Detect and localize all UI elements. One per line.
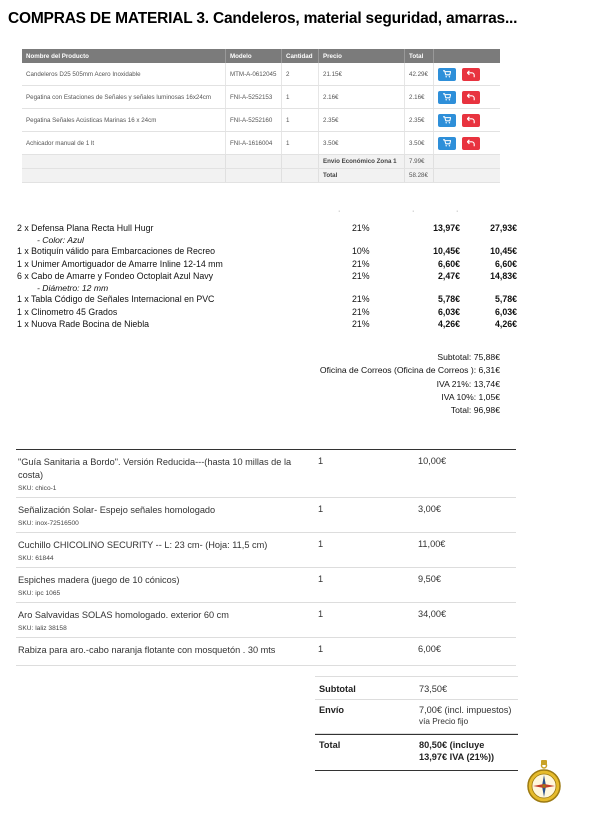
line-total: 6,60€	[494, 258, 517, 269]
cart-header-row	[22, 49, 500, 63]
total-value: 58.28€	[405, 169, 434, 183]
item-name: Cuchillo CHICOLINO SECURITY -- L: 23 cm- (Hoja: 11,5 cm)	[18, 540, 268, 550]
product-price: 2.16€	[319, 86, 405, 109]
invoice-line	[17, 270, 517, 283]
undo-arrow-icon	[467, 139, 475, 147]
product-price: 21.15€	[319, 63, 405, 86]
product-name: Achicador manual de 1 lt	[22, 132, 226, 155]
total-label: Total	[319, 169, 405, 183]
shipping-row	[315, 700, 518, 734]
line-tax: 21%	[352, 223, 370, 233]
product-price: 3.50€	[319, 132, 405, 155]
update-cart-button[interactable]	[438, 68, 456, 81]
column-header-product: Nombre del Producto	[22, 49, 226, 63]
order-item	[16, 533, 516, 568]
product-name: Candeleros D25 505mm Acero Inoxidable	[22, 63, 226, 86]
shopping-cart-icon	[443, 93, 451, 101]
line-total: 27,93€	[490, 223, 517, 233]
product-model: FNI-A-5252160	[226, 109, 282, 132]
shipping-value: 7,00€ (incl. impuestos)	[419, 705, 512, 715]
row-actions	[434, 63, 501, 86]
invoice-iva-21: IVA 21%: 13,74€	[436, 378, 500, 389]
remove-item-button[interactable]	[462, 91, 480, 104]
order-item	[16, 450, 516, 498]
order-summary	[16, 449, 516, 666]
item-name: Espiches madera (juego de 10 cónicos)	[18, 575, 180, 585]
shopping-cart-icon	[443, 116, 451, 124]
invoice-line	[17, 293, 517, 306]
item-name: "Guía Sanitaria a Bordo". Versión Reducida---(hasta 10 millas de la costa)	[18, 457, 292, 480]
subtotal-row	[315, 676, 518, 700]
line-unit-price: 2,47€	[437, 271, 460, 281]
line-tax: 21%	[352, 294, 370, 304]
order-item	[16, 603, 516, 638]
line-unit-price: 13,97€	[433, 223, 460, 233]
item-quantity: 1	[318, 574, 324, 584]
update-cart-button[interactable]	[438, 137, 456, 150]
page-title: COMPRAS DE MATERIAL 3. Candeleros, material seguridad, amarras...	[8, 10, 518, 27]
line-unit-price: 10,45€	[433, 246, 460, 256]
product-total: 3.50€	[405, 132, 434, 155]
item-price: 6,00€	[418, 644, 441, 654]
line-unit-price: 6,60€	[437, 258, 460, 269]
total-label: Total	[319, 740, 341, 750]
item-sku: SKU: ipc 1065	[18, 590, 61, 597]
line-total: 10,45€	[490, 246, 517, 256]
product-total: 2.35€	[405, 109, 434, 132]
line-tax: 21%	[352, 258, 370, 269]
line-unit-price: 4,26€	[437, 319, 460, 329]
line-option: - Color: Azul	[37, 234, 84, 245]
remove-item-button[interactable]	[462, 137, 480, 150]
invoice-total: Total: 96,98€	[450, 405, 500, 416]
line-tax: 21%	[352, 306, 370, 317]
total-row	[22, 169, 500, 183]
item-price: 3,00€	[418, 504, 441, 514]
line-description: 1 x Clinometro 45 Grados	[17, 306, 118, 317]
order-item	[16, 638, 516, 666]
cropped-marker: ·	[456, 208, 459, 215]
order-totals	[315, 676, 518, 771]
item-name: Aro Salvavidas SOLAS homologado. exterior 60 cm	[18, 610, 229, 620]
column-header-model: Modelo	[226, 49, 282, 63]
product-quantity: 1	[282, 132, 319, 155]
product-name: Pegatina con Estaciones de Señales y señales luminosas 16x24cm	[22, 86, 226, 109]
invoice-shipping: Oficina de Correos (Oficina de Correos ): 6,31€	[319, 365, 500, 376]
subtotal-value: 73,50€	[419, 684, 448, 694]
column-header-total: Total	[405, 49, 434, 63]
table-row	[22, 132, 500, 155]
cropped-marker: ·	[412, 208, 415, 215]
undo-arrow-icon	[467, 70, 475, 78]
item-price: 11,00€	[418, 539, 446, 549]
item-price: 10,00€	[418, 456, 447, 466]
shopping-cart-icon	[443, 139, 451, 147]
line-description: 1 x Botiquín válido para Embarcaciones de Recreo	[17, 246, 216, 256]
line-unit-price: 6,03€	[437, 306, 460, 317]
item-sku: SKU: chico-1	[18, 485, 57, 492]
row-actions	[434, 132, 501, 155]
line-tax: 21%	[352, 271, 370, 281]
item-sku: SKU: inox-72516500	[18, 520, 79, 527]
cart-table	[22, 49, 500, 183]
line-description: 2 x Defensa Plana Recta Hull Hugr	[17, 223, 154, 233]
invoice-line	[17, 222, 517, 235]
product-model: MTM-A-0612045	[226, 63, 282, 86]
table-row	[22, 86, 500, 109]
line-total: 5,78€	[494, 294, 517, 304]
line-total: 6,03€	[494, 306, 517, 317]
item-name: Señalización Solar- Espejo señales homologado	[18, 505, 216, 515]
subtotal-label: Subtotal	[319, 684, 356, 694]
product-name: Pegatina Señales Acústicas Marinas 16 x 24cm	[22, 109, 226, 132]
line-total: 14,83€	[490, 271, 517, 281]
shipping-value: 7.99€	[405, 155, 434, 169]
line-description: 1 x Nuova Rade Bocina de Niebla	[17, 319, 150, 329]
item-name: Rabiza para aro.-cabo naranja flotante con mosquetón . 30 mts	[18, 645, 276, 655]
shopping-cart-icon	[443, 70, 451, 78]
invoice-subtotal: Subtotal: 75,88€	[437, 352, 500, 362]
product-price: 2.35€	[319, 109, 405, 132]
order-item	[16, 568, 516, 603]
item-price: 9,50€	[418, 574, 441, 584]
undo-arrow-icon	[467, 93, 475, 101]
invoice-totals	[320, 351, 500, 417]
invoice-line	[17, 306, 517, 319]
line-description: 1 x Unimer Amortiguador de Amarre Inline 12-14 mm	[17, 258, 223, 269]
product-model: FNI-A-1616004	[226, 132, 282, 155]
item-price: 34,00€	[418, 609, 447, 619]
invoice-line	[17, 258, 517, 271]
total-value: 80,50€ (incluye 13,97€ IVA (21%))	[419, 740, 495, 762]
invoice-lines	[17, 222, 517, 331]
product-quantity: 2	[282, 63, 319, 86]
row-actions	[434, 109, 501, 132]
table-row	[22, 63, 500, 86]
invoice-line	[17, 245, 517, 258]
column-header-quantity: Cantidad	[282, 49, 319, 63]
line-unit-price: 5,78€	[437, 294, 460, 304]
compass-logo-icon	[527, 760, 561, 806]
product-model: FNI-A-5252153	[226, 86, 282, 109]
product-total: 2.16€	[405, 86, 434, 109]
item-quantity: 1	[318, 609, 324, 619]
cropped-marker: ·	[338, 208, 341, 215]
update-cart-button[interactable]	[438, 91, 456, 104]
line-description: 1 x Tabla Código de Señales Internacional en PVC	[17, 294, 215, 304]
product-quantity: 1	[282, 109, 319, 132]
shipping-label: Envío	[319, 705, 345, 715]
line-tax: 10%	[352, 246, 370, 256]
undo-arrow-icon	[467, 116, 475, 124]
item-quantity: 1	[318, 539, 324, 549]
line-tax: 21%	[352, 319, 370, 329]
column-header-actions	[434, 49, 501, 63]
update-cart-button[interactable]	[438, 114, 456, 127]
item-quantity: 1	[318, 456, 324, 466]
shipping-method: vía Precio fijo	[419, 717, 469, 726]
product-total: 42.29€	[405, 63, 434, 86]
remove-item-button[interactable]	[462, 68, 480, 81]
line-total: 4,26€	[494, 319, 517, 329]
row-actions	[434, 86, 501, 109]
item-quantity: 1	[318, 644, 324, 654]
line-option: - Diámetro: 12 mm	[37, 282, 109, 293]
invoice-line	[17, 318, 517, 331]
shipping-row	[22, 155, 500, 169]
table-row	[22, 109, 500, 132]
total-row	[315, 734, 518, 771]
remove-item-button[interactable]	[462, 114, 480, 127]
order-item	[16, 498, 516, 533]
invoice-iva-10: IVA 10%: 1,05€	[441, 391, 500, 402]
product-quantity: 1	[282, 86, 319, 109]
column-header-price: Precio	[319, 49, 405, 63]
item-quantity: 1	[318, 504, 324, 514]
item-sku: SKU: laliz 38158	[18, 625, 67, 632]
item-sku: SKU: 61844	[18, 555, 54, 562]
line-description: 6 x Cabo de Amarre y Fondeo Octoplait Azul Navy	[17, 271, 214, 281]
shipping-label: Envio Económico Zona 1	[319, 155, 405, 169]
